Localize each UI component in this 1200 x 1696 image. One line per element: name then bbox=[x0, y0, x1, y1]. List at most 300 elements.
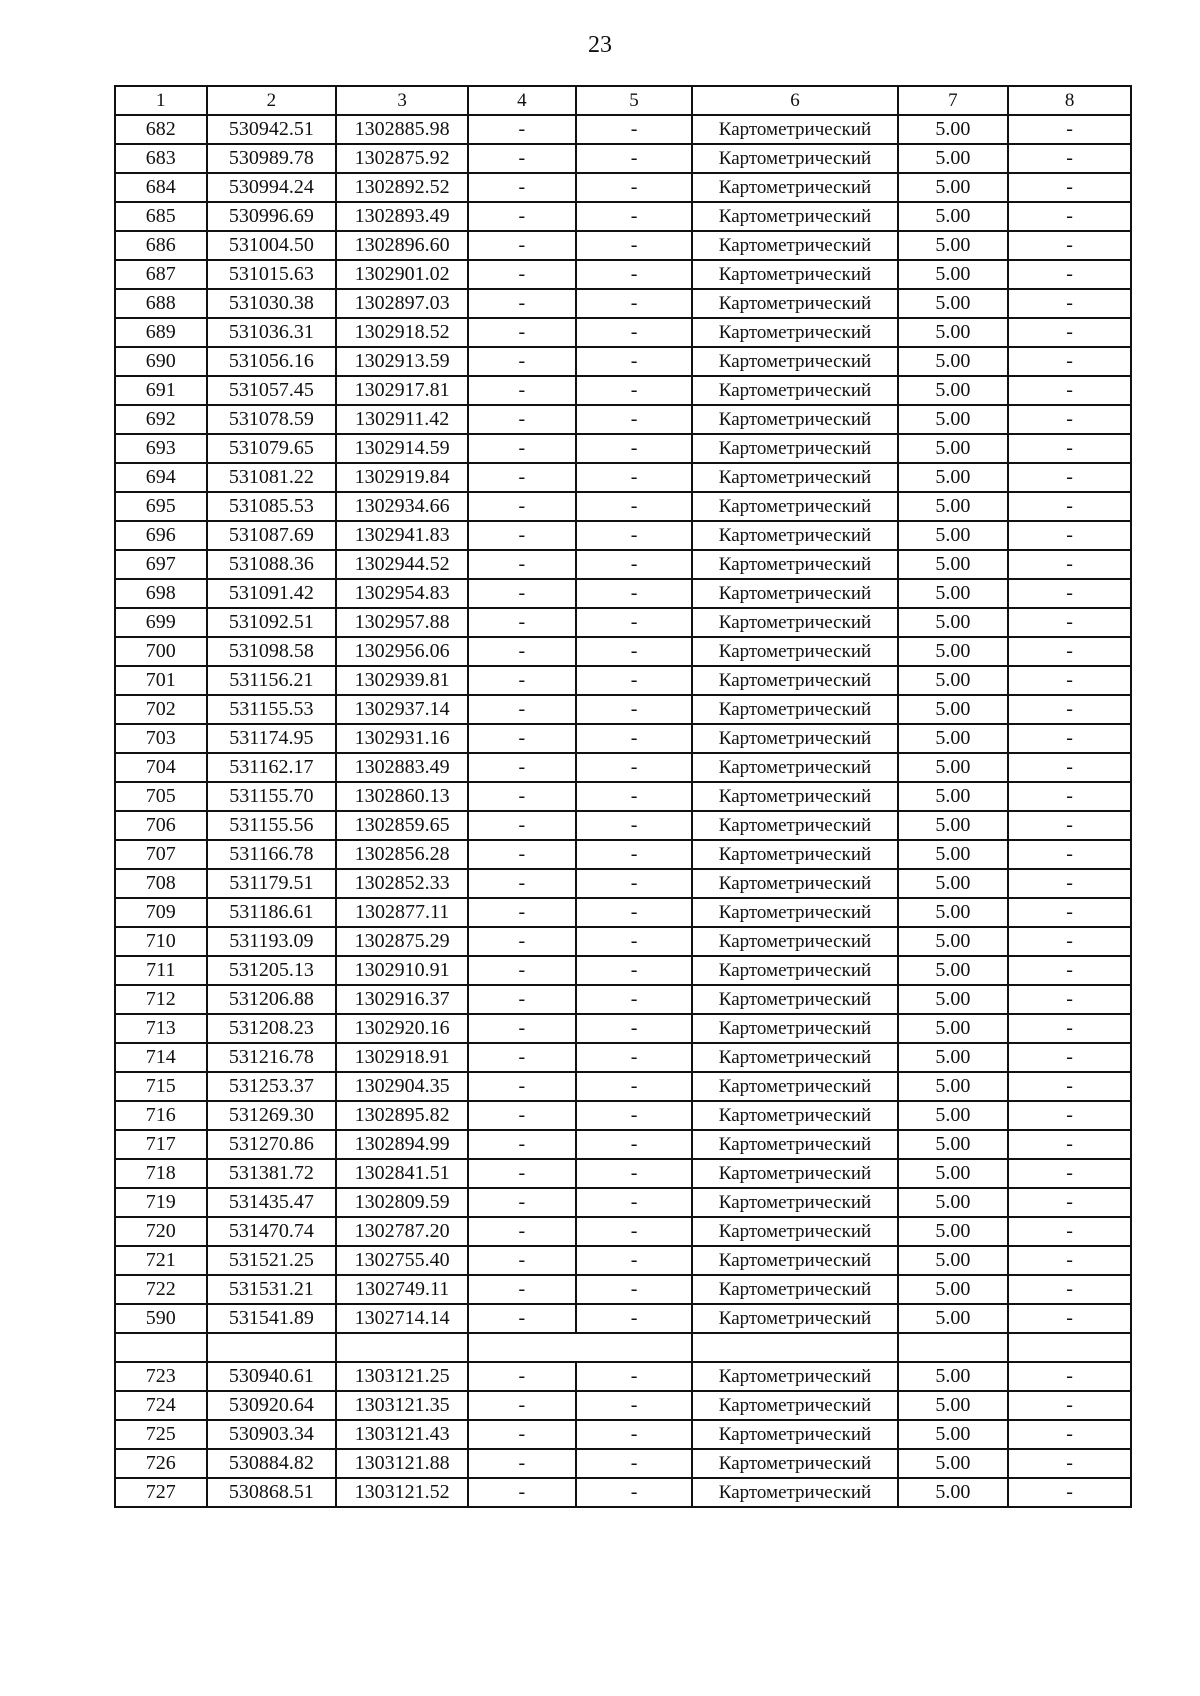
table-cell: 1302885.98 bbox=[336, 115, 468, 144]
table-cell: 705 bbox=[115, 782, 207, 811]
table-cell: 531156.21 bbox=[207, 666, 337, 695]
coordinates-table bbox=[114, 85, 1132, 1508]
table-cell: 1302897.03 bbox=[336, 289, 468, 318]
table-cell: - bbox=[468, 318, 576, 347]
table-cell: - bbox=[576, 231, 693, 260]
table-cell: - bbox=[1008, 811, 1131, 840]
table-cell: 530868.51 bbox=[207, 1478, 337, 1507]
table-cell: 720 bbox=[115, 1217, 207, 1246]
table-cell: - bbox=[468, 173, 576, 202]
table-cell: 1302859.65 bbox=[336, 811, 468, 840]
table-cell: - bbox=[468, 144, 576, 173]
table-cell: 531015.63 bbox=[207, 260, 337, 289]
table-row bbox=[115, 1043, 1131, 1072]
table-cell: 1302918.52 bbox=[336, 318, 468, 347]
column-header: 4 bbox=[468, 86, 576, 115]
table-cell: - bbox=[576, 550, 693, 579]
table-cell: - bbox=[576, 753, 693, 782]
table-cell: 531253.37 bbox=[207, 1072, 337, 1101]
table-cell: - bbox=[576, 1449, 693, 1478]
table-cell: 1303121.88 bbox=[336, 1449, 468, 1478]
table-cell: - bbox=[468, 434, 576, 463]
table-cell: 1302919.84 bbox=[336, 463, 468, 492]
table-row bbox=[115, 376, 1131, 405]
table-cell: 5.00 bbox=[898, 1478, 1009, 1507]
table-cell: 531091.42 bbox=[207, 579, 337, 608]
table-cell: 1302901.02 bbox=[336, 260, 468, 289]
method-cell: Картометрический bbox=[692, 1449, 897, 1478]
table-cell: - bbox=[576, 1101, 693, 1130]
table-cell: - bbox=[468, 1043, 576, 1072]
table-cell: - bbox=[576, 579, 693, 608]
table-cell: - bbox=[576, 173, 693, 202]
table-cell: 5.00 bbox=[898, 666, 1009, 695]
table-cell: - bbox=[1008, 521, 1131, 550]
table-cell: 1302896.60 bbox=[336, 231, 468, 260]
table-cell: - bbox=[468, 1362, 576, 1391]
method-cell: Картометрический bbox=[692, 1188, 897, 1217]
table-cell: - bbox=[1008, 434, 1131, 463]
table-cell bbox=[336, 1333, 468, 1362]
table-cell: - bbox=[576, 1478, 693, 1507]
table-cell: - bbox=[1008, 782, 1131, 811]
table-cell: 531085.53 bbox=[207, 492, 337, 521]
method-cell: Картометрический bbox=[692, 985, 897, 1014]
table-cell: 710 bbox=[115, 927, 207, 956]
table-cell: - bbox=[576, 1420, 693, 1449]
table-cell: 5.00 bbox=[898, 434, 1009, 463]
table-cell: - bbox=[576, 260, 693, 289]
table-cell: 531193.09 bbox=[207, 927, 337, 956]
table-cell: - bbox=[1008, 753, 1131, 782]
table-cell: - bbox=[576, 1275, 693, 1304]
table-cell: - bbox=[468, 782, 576, 811]
table-row bbox=[115, 927, 1131, 956]
table-cell: - bbox=[1008, 985, 1131, 1014]
table-cell: 1302860.13 bbox=[336, 782, 468, 811]
table-row bbox=[115, 1362, 1131, 1391]
table-cell: 715 bbox=[115, 1072, 207, 1101]
table-cell: - bbox=[576, 434, 693, 463]
table-cell: 689 bbox=[115, 318, 207, 347]
method-cell: Картометрический bbox=[692, 1072, 897, 1101]
table-cell: - bbox=[576, 724, 693, 753]
table-cell bbox=[207, 1333, 337, 1362]
method-cell: Картометрический bbox=[692, 115, 897, 144]
table-cell: - bbox=[576, 492, 693, 521]
table-cell: - bbox=[1008, 347, 1131, 376]
separator-row bbox=[115, 1333, 1131, 1362]
table-cell: 5.00 bbox=[898, 608, 1009, 637]
table-row bbox=[115, 666, 1131, 695]
table-cell: 531179.51 bbox=[207, 869, 337, 898]
table-cell: - bbox=[1008, 1362, 1131, 1391]
table-row bbox=[115, 1246, 1131, 1275]
table-cell: - bbox=[1008, 231, 1131, 260]
table-cell: 1302904.35 bbox=[336, 1072, 468, 1101]
table-cell: - bbox=[576, 1043, 693, 1072]
table-cell: 5.00 bbox=[898, 1159, 1009, 1188]
method-cell: Картометрический bbox=[692, 434, 897, 463]
table-cell: 590 bbox=[115, 1304, 207, 1333]
table-cell: 706 bbox=[115, 811, 207, 840]
table-cell: 707 bbox=[115, 840, 207, 869]
table-cell: - bbox=[468, 927, 576, 956]
table-cell: - bbox=[1008, 608, 1131, 637]
table-cell: - bbox=[576, 521, 693, 550]
table-cell: - bbox=[576, 1014, 693, 1043]
table-cell: - bbox=[576, 347, 693, 376]
table-cell: 1302755.40 bbox=[336, 1246, 468, 1275]
method-cell: Картометрический bbox=[692, 608, 897, 637]
table-cell: 5.00 bbox=[898, 782, 1009, 811]
table-cell: 531470.74 bbox=[207, 1217, 337, 1246]
table-cell: 1302934.66 bbox=[336, 492, 468, 521]
table-cell: - bbox=[1008, 318, 1131, 347]
table-cell: 5.00 bbox=[898, 1275, 1009, 1304]
table-cell bbox=[692, 1333, 897, 1362]
table-cell: 1303121.25 bbox=[336, 1362, 468, 1391]
table-cell: 531381.72 bbox=[207, 1159, 337, 1188]
table-row bbox=[115, 1478, 1131, 1507]
table-cell: - bbox=[468, 579, 576, 608]
method-cell: Картометрический bbox=[692, 376, 897, 405]
table-row bbox=[115, 1420, 1131, 1449]
table-cell: - bbox=[1008, 1101, 1131, 1130]
method-cell: Картометрический bbox=[692, 840, 897, 869]
table-row bbox=[115, 173, 1131, 202]
table-cell: - bbox=[1008, 1478, 1131, 1507]
table-cell: - bbox=[468, 608, 576, 637]
table-cell: 531004.50 bbox=[207, 231, 337, 260]
table-cell: 5.00 bbox=[898, 521, 1009, 550]
table-cell: 531270.86 bbox=[207, 1130, 337, 1159]
table-cell: 682 bbox=[115, 115, 207, 144]
table-cell: - bbox=[468, 666, 576, 695]
table-cell: - bbox=[468, 695, 576, 724]
table-cell: 5.00 bbox=[898, 898, 1009, 927]
page-number: 23 bbox=[588, 32, 612, 58]
table-cell: 1302892.52 bbox=[336, 173, 468, 202]
table-cell: 5.00 bbox=[898, 231, 1009, 260]
column-header: 3 bbox=[336, 86, 468, 115]
method-cell: Картометрический bbox=[692, 782, 897, 811]
table-cell: - bbox=[468, 1014, 576, 1043]
table-row bbox=[115, 318, 1131, 347]
table-cell: - bbox=[1008, 1043, 1131, 1072]
table-row bbox=[115, 1275, 1131, 1304]
table-cell: 686 bbox=[115, 231, 207, 260]
table-cell: 531092.51 bbox=[207, 608, 337, 637]
column-header: 6 bbox=[692, 86, 897, 115]
table-separator bbox=[115, 1333, 1131, 1362]
method-cell: Картометрический bbox=[692, 1014, 897, 1043]
table-cell: 530940.61 bbox=[207, 1362, 337, 1391]
table-cell: 722 bbox=[115, 1275, 207, 1304]
table-cell: 1302875.29 bbox=[336, 927, 468, 956]
table-cell: 702 bbox=[115, 695, 207, 724]
table-cell: 5.00 bbox=[898, 1043, 1009, 1072]
table-cell: - bbox=[1008, 637, 1131, 666]
table-cell: - bbox=[1008, 1130, 1131, 1159]
table-cell: - bbox=[468, 1449, 576, 1478]
method-cell: Картометрический bbox=[692, 1478, 897, 1507]
column-header: 1 bbox=[115, 86, 207, 115]
table-cell: - bbox=[468, 550, 576, 579]
table-cell bbox=[115, 1333, 207, 1362]
table-cell: 531056.16 bbox=[207, 347, 337, 376]
table-cell: - bbox=[468, 753, 576, 782]
table-cell: 1302852.33 bbox=[336, 869, 468, 898]
table-cell: 718 bbox=[115, 1159, 207, 1188]
table-cell: 703 bbox=[115, 724, 207, 753]
table-cell: 531155.70 bbox=[207, 782, 337, 811]
table-cell: 531208.23 bbox=[207, 1014, 337, 1043]
table-cell: 1302787.20 bbox=[336, 1217, 468, 1246]
table-cell: 5.00 bbox=[898, 173, 1009, 202]
table-cell: - bbox=[576, 202, 693, 231]
table-cell: 5.00 bbox=[898, 289, 1009, 318]
method-cell: Картометрический bbox=[692, 521, 897, 550]
table-cell: - bbox=[1008, 1246, 1131, 1275]
table-row bbox=[115, 1449, 1131, 1478]
table-cell: - bbox=[576, 1304, 693, 1333]
table-cell: - bbox=[468, 521, 576, 550]
table-body-block1 bbox=[115, 115, 1131, 1333]
table-cell: - bbox=[576, 289, 693, 318]
table-cell: - bbox=[576, 1391, 693, 1420]
table-cell: - bbox=[468, 1391, 576, 1420]
table-cell: 5.00 bbox=[898, 811, 1009, 840]
table-cell: 714 bbox=[115, 1043, 207, 1072]
table-row bbox=[115, 550, 1131, 579]
table-cell: 697 bbox=[115, 550, 207, 579]
table-row bbox=[115, 434, 1131, 463]
table-cell: 5.00 bbox=[898, 1072, 1009, 1101]
table-cell: 1302918.91 bbox=[336, 1043, 468, 1072]
table-cell: 531081.22 bbox=[207, 463, 337, 492]
table-cell: - bbox=[468, 1478, 576, 1507]
method-cell: Картометрический bbox=[692, 1101, 897, 1130]
table-cell: 5.00 bbox=[898, 985, 1009, 1014]
table-cell: 1302714.14 bbox=[336, 1304, 468, 1333]
table-cell: - bbox=[1008, 463, 1131, 492]
table-cell: - bbox=[1008, 173, 1131, 202]
table-cell: 1302939.81 bbox=[336, 666, 468, 695]
table-cell: 531435.47 bbox=[207, 1188, 337, 1217]
table-cell: 701 bbox=[115, 666, 207, 695]
table-cell: - bbox=[1008, 1072, 1131, 1101]
table-cell: 1303121.43 bbox=[336, 1420, 468, 1449]
table-cell: 1302895.82 bbox=[336, 1101, 468, 1130]
method-cell: Картометрический bbox=[692, 202, 897, 231]
table-cell: - bbox=[468, 1159, 576, 1188]
table-cell bbox=[576, 1333, 693, 1362]
table-cell: - bbox=[1008, 695, 1131, 724]
table-cell: 1302920.16 bbox=[336, 1014, 468, 1043]
table-cell: 1302856.28 bbox=[336, 840, 468, 869]
header-row bbox=[115, 86, 1131, 115]
table-cell: 5.00 bbox=[898, 695, 1009, 724]
table-cell: - bbox=[1008, 144, 1131, 173]
column-header: 7 bbox=[898, 86, 1009, 115]
table-cell: 531057.45 bbox=[207, 376, 337, 405]
method-cell: Картометрический bbox=[692, 173, 897, 202]
table-cell: 531087.69 bbox=[207, 521, 337, 550]
table-cell: - bbox=[1008, 1014, 1131, 1043]
table-cell: 531098.58 bbox=[207, 637, 337, 666]
method-cell: Картометрический bbox=[692, 724, 897, 753]
table-cell: - bbox=[1008, 1304, 1131, 1333]
table-cell: 721 bbox=[115, 1246, 207, 1275]
table-cell: 699 bbox=[115, 608, 207, 637]
table-cell: 694 bbox=[115, 463, 207, 492]
table-cell: 530994.24 bbox=[207, 173, 337, 202]
table-cell: 5.00 bbox=[898, 724, 1009, 753]
method-cell: Картометрический bbox=[692, 666, 897, 695]
table-cell: - bbox=[468, 405, 576, 434]
table-row bbox=[115, 463, 1131, 492]
column-header: 8 bbox=[1008, 86, 1131, 115]
method-cell: Картометрический bbox=[692, 1246, 897, 1275]
table-cell: 531206.88 bbox=[207, 985, 337, 1014]
table-row bbox=[115, 1217, 1131, 1246]
table-row bbox=[115, 637, 1131, 666]
table-cell: - bbox=[576, 985, 693, 1014]
table-row bbox=[115, 144, 1131, 173]
table-cell: - bbox=[1008, 202, 1131, 231]
table-cell: - bbox=[468, 347, 576, 376]
table-cell: 700 bbox=[115, 637, 207, 666]
table-cell: 531155.53 bbox=[207, 695, 337, 724]
table-cell: 683 bbox=[115, 144, 207, 173]
table-cell: 5.00 bbox=[898, 579, 1009, 608]
table-cell: - bbox=[1008, 260, 1131, 289]
table-cell: 696 bbox=[115, 521, 207, 550]
table-cell: - bbox=[468, 869, 576, 898]
table-cell: 1302937.14 bbox=[336, 695, 468, 724]
table-cell bbox=[898, 1333, 1009, 1362]
table-cell: 5.00 bbox=[898, 1449, 1009, 1478]
method-cell: Картометрический bbox=[692, 1043, 897, 1072]
table-cell: 1302956.06 bbox=[336, 637, 468, 666]
table-cell: 5.00 bbox=[898, 1130, 1009, 1159]
method-cell: Картометрический bbox=[692, 898, 897, 927]
method-cell: Картометрический bbox=[692, 492, 897, 521]
table-cell: - bbox=[576, 608, 693, 637]
table-cell: 530903.34 bbox=[207, 1420, 337, 1449]
table-cell: - bbox=[576, 927, 693, 956]
table-cell: - bbox=[1008, 927, 1131, 956]
table-row bbox=[115, 1159, 1131, 1188]
table-row bbox=[115, 956, 1131, 985]
table-cell: 531521.25 bbox=[207, 1246, 337, 1275]
table-cell: - bbox=[468, 1217, 576, 1246]
table-cell: - bbox=[468, 1275, 576, 1304]
table-row bbox=[115, 289, 1131, 318]
table-cell: - bbox=[468, 202, 576, 231]
table-body-block2 bbox=[115, 1362, 1131, 1507]
table-cell: 5.00 bbox=[898, 260, 1009, 289]
table-cell: 531155.56 bbox=[207, 811, 337, 840]
table-cell: 530884.82 bbox=[207, 1449, 337, 1478]
table-cell: 684 bbox=[115, 173, 207, 202]
table-cell: - bbox=[576, 405, 693, 434]
table-row bbox=[115, 202, 1131, 231]
table-row bbox=[115, 347, 1131, 376]
table-cell: 1302944.52 bbox=[336, 550, 468, 579]
table-cell: - bbox=[576, 637, 693, 666]
table-cell: 1302894.99 bbox=[336, 1130, 468, 1159]
method-cell: Картометрический bbox=[692, 1275, 897, 1304]
table-cell: 1302841.51 bbox=[336, 1159, 468, 1188]
table-cell: 723 bbox=[115, 1362, 207, 1391]
table-cell: - bbox=[1008, 115, 1131, 144]
table-cell: - bbox=[1008, 550, 1131, 579]
table-row bbox=[115, 1130, 1131, 1159]
table-cell: - bbox=[576, 1130, 693, 1159]
table-cell: 725 bbox=[115, 1420, 207, 1449]
table-cell: - bbox=[1008, 724, 1131, 753]
table-row bbox=[115, 1188, 1131, 1217]
table-cell: 531036.31 bbox=[207, 318, 337, 347]
table-cell: 5.00 bbox=[898, 1217, 1009, 1246]
method-cell: Картометрический bbox=[692, 463, 897, 492]
table-cell: - bbox=[1008, 579, 1131, 608]
table-cell: 1302883.49 bbox=[336, 753, 468, 782]
table-cell: - bbox=[468, 376, 576, 405]
table-cell: 5.00 bbox=[898, 144, 1009, 173]
table-cell: 5.00 bbox=[898, 637, 1009, 666]
table-cell: 531166.78 bbox=[207, 840, 337, 869]
table-cell: 713 bbox=[115, 1014, 207, 1043]
table-cell: - bbox=[468, 898, 576, 927]
table-row bbox=[115, 782, 1131, 811]
table-cell: - bbox=[1008, 956, 1131, 985]
table-cell: 1302917.81 bbox=[336, 376, 468, 405]
table-cell: - bbox=[576, 115, 693, 144]
table-row bbox=[115, 1072, 1131, 1101]
table-cell: - bbox=[468, 463, 576, 492]
method-cell: Картометрический bbox=[692, 753, 897, 782]
table-row bbox=[115, 260, 1131, 289]
table-cell: 1302957.88 bbox=[336, 608, 468, 637]
table-cell: - bbox=[1008, 1188, 1131, 1217]
table-cell: 1302941.83 bbox=[336, 521, 468, 550]
method-cell: Картометрический bbox=[692, 260, 897, 289]
table-cell: - bbox=[1008, 289, 1131, 318]
table-cell: 5.00 bbox=[898, 869, 1009, 898]
table-row bbox=[115, 608, 1131, 637]
table-row bbox=[115, 811, 1131, 840]
table-cell: - bbox=[468, 1072, 576, 1101]
table-cell: 531078.59 bbox=[207, 405, 337, 434]
table-cell: - bbox=[576, 1217, 693, 1246]
table-cell: 1302749.11 bbox=[336, 1275, 468, 1304]
table-cell: 716 bbox=[115, 1101, 207, 1130]
table-cell: 1303121.52 bbox=[336, 1478, 468, 1507]
method-cell: Картометрический bbox=[692, 405, 897, 434]
table-cell: - bbox=[576, 811, 693, 840]
table-cell: 531186.61 bbox=[207, 898, 337, 927]
table-row bbox=[115, 231, 1131, 260]
method-cell: Картометрический bbox=[692, 579, 897, 608]
table-cell: 691 bbox=[115, 376, 207, 405]
table-cell bbox=[468, 1333, 576, 1362]
method-cell: Картометрический bbox=[692, 1362, 897, 1391]
table-row bbox=[115, 724, 1131, 753]
table-cell: 690 bbox=[115, 347, 207, 376]
